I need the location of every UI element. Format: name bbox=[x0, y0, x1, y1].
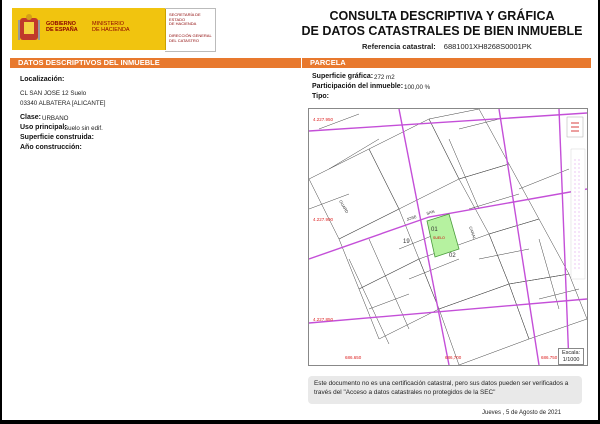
parcel-map-drawing bbox=[309, 109, 587, 365]
parcel-number-label: 01 bbox=[431, 227, 438, 233]
share-label: Participación del inmueble: bbox=[312, 83, 404, 90]
address-line-2: 03340 ALBATERA [ALICANTE] bbox=[20, 100, 106, 107]
section-title-strong: INMUEBLE bbox=[120, 58, 160, 67]
class-label: Clase: bbox=[20, 114, 42, 121]
scale-value: 1/1000 bbox=[562, 356, 580, 363]
parcel-sub-label: SUELO bbox=[433, 236, 445, 240]
coord-bottom-3: 686.750 bbox=[541, 355, 558, 360]
sec-line-2: DE HACIENDA bbox=[169, 21, 197, 27]
catastral-document bbox=[2, 0, 598, 424]
street-label-guard: GUARD bbox=[338, 199, 350, 215]
government-logo bbox=[12, 8, 166, 50]
area-value: 272 m2 bbox=[374, 74, 395, 81]
section-header-descriptive bbox=[10, 58, 301, 68]
gov-line-1: GOBIERNO bbox=[46, 21, 76, 27]
document-date: Jueves , 5 de Agosto de 2021 bbox=[482, 410, 562, 416]
cadastral-reference bbox=[362, 42, 532, 51]
year-label: Año construcción: bbox=[20, 144, 82, 151]
title-line-2: DE DATOS CATASTRALES DE BIEN INMUEBLE bbox=[301, 24, 583, 38]
ministry-name bbox=[92, 21, 130, 33]
use-label: Uso principal: bbox=[20, 124, 67, 131]
built-area-label: Superficie construida: bbox=[20, 134, 94, 141]
parcel-19-label: 19 bbox=[403, 239, 410, 245]
gov-line-2: DE ESPAÑA bbox=[46, 27, 78, 33]
coord-bottom-2: 686,700 bbox=[445, 355, 462, 360]
secretariat-name bbox=[169, 13, 215, 27]
coord-top-left: 4.227.950 bbox=[313, 117, 334, 122]
coat-of-arms-icon bbox=[18, 14, 40, 44]
disclaimer-box bbox=[308, 376, 582, 404]
disclaimer-line-2: través del "Acceso a datos catastrales no protegidos de la SEC" bbox=[314, 389, 496, 396]
type-label: Tipo: bbox=[312, 93, 329, 100]
directorate-name bbox=[169, 34, 212, 43]
location-label: Localización: bbox=[20, 76, 65, 83]
address-line-1: CL SAN JOSE 12 Suelo bbox=[20, 90, 87, 97]
section-header-parcel: PARCELA bbox=[302, 58, 591, 68]
dir-line-2: DEL CATASTRO bbox=[169, 37, 199, 43]
coord-bottom-left: 4.227.850 bbox=[313, 317, 334, 322]
class-value: URBANO bbox=[42, 115, 69, 122]
secretariat-box bbox=[165, 8, 216, 52]
ministry-line-1: MINISTERIO bbox=[92, 21, 125, 27]
street-label-canal: CANAL bbox=[468, 225, 478, 240]
map-legend-strip bbox=[571, 149, 585, 279]
street-label-san: SAN bbox=[425, 208, 436, 216]
page-bottom-edge bbox=[0, 420, 600, 424]
section-title-prefix: DATOS DESCRIPTIVOS DEL bbox=[18, 58, 121, 67]
coord-mid-left: 4.227.900 bbox=[313, 217, 334, 222]
ref-value: 6881001XH8268S0001PK bbox=[443, 42, 532, 51]
map-scale bbox=[558, 348, 584, 365]
ministry-line-2: DE HACIENDA bbox=[92, 27, 130, 33]
ref-label: Referencia catastral: bbox=[362, 42, 436, 51]
share-value: 100,00 % bbox=[404, 84, 431, 91]
area-label: Superficie gráfica: bbox=[312, 73, 374, 80]
title-line-1: CONSULTA DESCRIPTIVA Y GRÁFICA bbox=[329, 9, 555, 23]
scale-label: Escala: bbox=[562, 350, 581, 356]
disclaimer-line-1: Este documento no es una certificación catastral, pero sus datos pueden ser verificados a bbox=[314, 380, 569, 387]
street-label-jose: JOSE bbox=[405, 213, 418, 222]
sec-line-1: SECRETARÍA DE ESTADO bbox=[169, 12, 201, 22]
government-name bbox=[46, 21, 78, 33]
coord-bottom-1: 686.650 bbox=[345, 355, 362, 360]
cadastral-map[interactable] bbox=[308, 108, 588, 366]
use-value: Suelo sin edif. bbox=[64, 125, 103, 132]
parcel-02-label: 02 bbox=[449, 253, 456, 259]
dir-line-1: DIRECCIÓN GENERAL bbox=[169, 33, 212, 38]
document-title bbox=[292, 9, 592, 39]
